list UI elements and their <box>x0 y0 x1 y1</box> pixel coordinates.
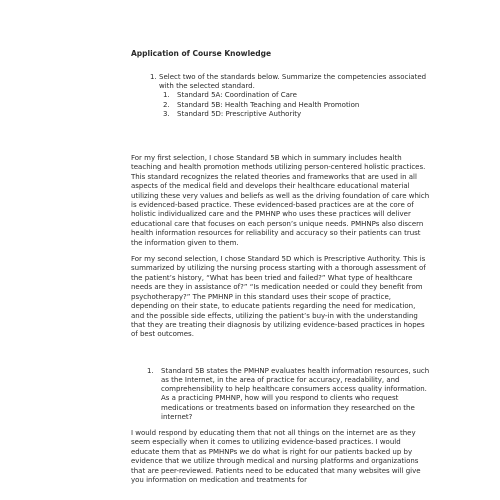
question-1-number: 1. <box>150 73 157 81</box>
standard-item <box>163 110 430 119</box>
question-2-text: Standard 5B states the PMHNP evaluates health information resources, such as the Internet, in the area of practice for accuracy, readability, and comprehensibility to help healthcare consumers access quality information. As a practicing PMHNP, how will you respond to clients who request medications or treatments based on information they researched on the internet? <box>161 366 430 421</box>
standard-item-number: 2. <box>163 100 170 109</box>
standard-item-label: Standard 5D: Prescriptive Authority <box>177 109 302 118</box>
question-1-text: Select two of the standards below. Summarize the competencies associated with the selected standard. <box>159 73 427 91</box>
question-2-number: 1. <box>147 366 154 375</box>
standard-item <box>163 101 430 110</box>
standard-item-label: Standard 5A: Coordination of Care <box>177 91 297 100</box>
standard-item <box>163 91 430 100</box>
standards-list <box>131 91 430 119</box>
question-1 <box>131 73 430 91</box>
question-2 <box>131 367 430 422</box>
answer-1-paragraph-1: For my first selection, I chose Standard 5B which in summary includes health teaching and health promotion methods utilizing person-centered holistic practices. This standard recognizes the related theories and frameworks that are used in all aspects of the medical field and develops their healthcare educational material utilizing these very values and beliefs as well as the driving foundation of care which is evidenced-based practice. These evidenced-based practices are at the core of holistic individualized care and the PMHNP who uses these practices will deliver educational care that focuses on each person’s unique needs. PMHNPs also discern health information resources for reliability and accuracy so their patients can trust the information given to them. <box>131 154 430 247</box>
standard-item-number: 1. <box>163 91 170 100</box>
standard-item-label: Standard 5B: Health Teaching and Health Promotion <box>177 100 360 109</box>
answer-1-paragraph-2: For my second selection, I chose Standard 5D which is Prescriptive Authority. This is summarized by utilizing the nursing process starting with a thorough assessment of the patient’s history, “What has been tried and failed?” What type of healthcare needs are they in assistance of?” “Is medication needed or could they benefit from psychotherapy?” The PMHNP in this standard uses their scope of practice, depending on their state, to educate patients regarding the need for medication, and the possible side effects, utilizing the patient’s buy-in with the understanding that they are treating their diagnosis by utilizing evidence-based practices in hopes of best outcomes. <box>131 255 426 339</box>
standard-item-number: 3. <box>163 109 170 118</box>
answer-2-paragraph-1: I would respond by educating them that not all things on the internet are as they seem especially when it comes to utilizing evidence-based practices. I would educate them that as PMHNPs we do what is right for our patients backed up by evidence that we utilize through medical and nursing platforms and organizations that are peer-reviewed. Patients need to be educated that many websites will give you information on medication and treatments for <box>131 428 421 484</box>
document-heading: Application of Course Knowledge <box>131 49 272 58</box>
